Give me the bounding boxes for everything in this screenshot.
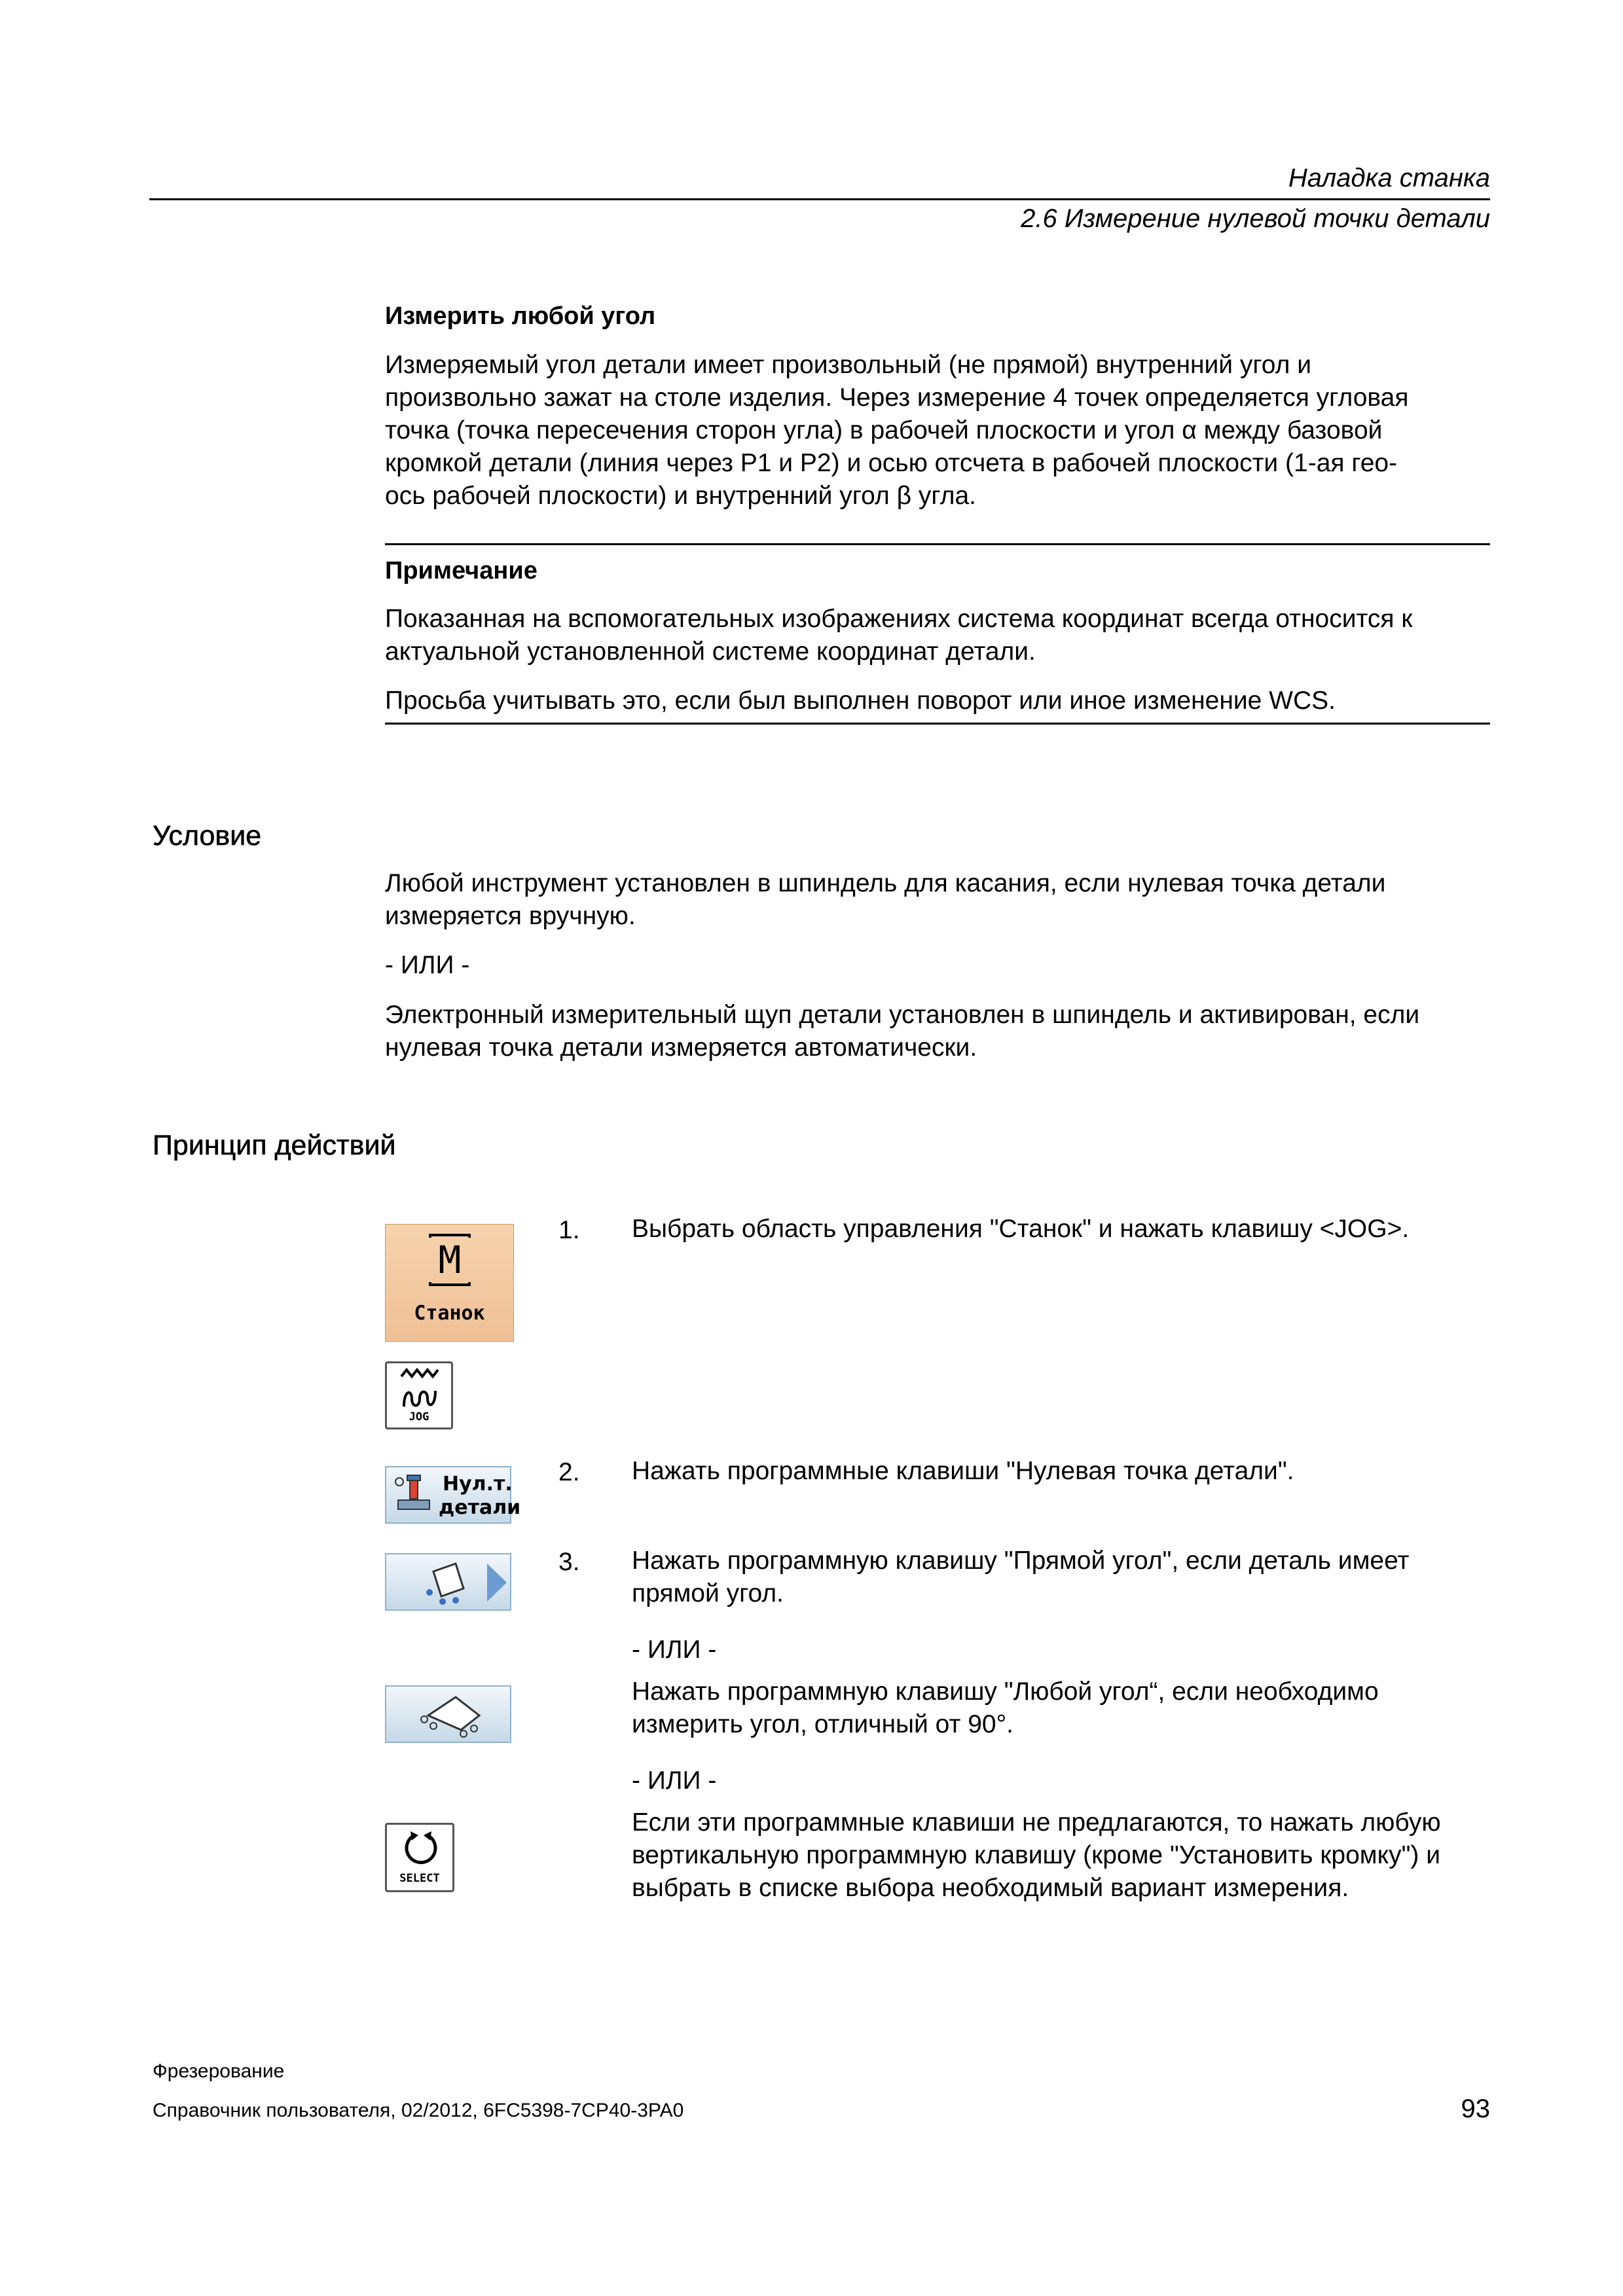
step-2-text [632, 1455, 1503, 1488]
section-title: 2.6 Измерение нулевой точки детали [1021, 204, 1490, 233]
step-3-text [632, 1545, 1503, 1610]
text-line: кромкой детали (линия через P1 и P2) и осью отсчета в рабочей плоскости (1-ая гео- [385, 449, 1398, 477]
page-number: 93 [1461, 2094, 1490, 2123]
text-line: Если эти программные клавиши не предлагаются, то нажать любую [632, 1808, 1441, 1837]
note-text-2: Просьба учитывать это, если был выполнен поворот или иное изменение WCS. [385, 687, 1336, 715]
machine-area-key[interactable] [385, 1224, 514, 1342]
step-1-text [632, 1213, 1503, 1246]
note-bottom-rule [385, 723, 1490, 725]
text-line: Нажать программную клавишу "Прямой угол", если деталь имеет [632, 1547, 1410, 1575]
step-2-number: 2. [558, 1458, 580, 1486]
text-line: точка (точка пересечения сторон угла) в рабочей плоскости и угол α между базовой [385, 416, 1383, 444]
step-3-or-2: - ИЛИ - [632, 1767, 717, 1795]
step-1-number: 1. [558, 1216, 580, 1244]
text-line: Нажать программную клавишу "Любой угол“, если необходимо [632, 1677, 1379, 1706]
condition-or: - ИЛИ - [385, 951, 470, 979]
header-rule [149, 198, 1490, 200]
text-line: Любой инструмент установлен в шпиндель для касания, если нулевая точка детали [385, 869, 1386, 897]
condition-text-2 [385, 999, 1419, 1064]
text-line: вертикальную программную клавишу (кроме "Установить кромку") и [632, 1841, 1441, 1869]
text-line: нулевая точка детали измеряется автоматически. [385, 1033, 977, 1062]
text-line: Нажать программные клавиши "Нулевая точка детали". [632, 1457, 1294, 1485]
note-heading: Примечание [385, 557, 538, 584]
select-cycle-icon [403, 1830, 439, 1867]
machine-key-label: Станок [414, 1302, 485, 1325]
arrow-right-icon [483, 1561, 509, 1604]
measure-any-angle-text [385, 349, 1409, 512]
any-angle-softkey[interactable] [385, 1685, 511, 1743]
workpiece-zero-softkey[interactable] [385, 1466, 521, 1524]
condition-text-1 [385, 867, 1385, 933]
text-line: Показанная на вспомогательных изображениях система координат всегда относится к [385, 605, 1413, 633]
footer-document-info: Справочник пользователя, 02/2012, 6FC5398-7CP40-3PA0 [153, 2100, 684, 2121]
select-key[interactable] [385, 1823, 454, 1892]
step-3-number: 3. [558, 1548, 580, 1576]
right-angle-icon [424, 1560, 477, 1607]
right-angle-softkey[interactable] [385, 1553, 511, 1611]
text-line: произвольно зажат на столе изделия. Через измерение 4 точек определяется угловая [385, 384, 1409, 412]
workpiece-zero-label-1: Нул.т. [443, 1473, 513, 1496]
text-line: выбрать в списке выбора необходимый вариант измерения. [632, 1874, 1349, 1902]
chapter-title: Наладка станка [1288, 164, 1490, 192]
text-line: прямой угол. [632, 1579, 784, 1607]
any-angle-text [632, 1676, 1503, 1741]
text-line: Измеряемый угол детали имеет произвольный (не прямой) внутренний угол и [385, 351, 1312, 379]
jog-wave-icon [399, 1367, 441, 1409]
measure-any-angle-heading: Измерить любой угол [385, 302, 656, 330]
machine-letter: M [438, 1238, 462, 1282]
condition-heading: Условие [153, 820, 262, 852]
note-top-rule [385, 543, 1490, 545]
text-line: Электронный измерительный щуп детали установлен в шпиндель и активирован, если [385, 1001, 1420, 1029]
select-alternative-text [632, 1806, 1503, 1905]
any-angle-icon [419, 1693, 484, 1738]
select-key-label: SELECT [399, 1872, 440, 1885]
text-line: актуальной установленной системе координат детали. [385, 637, 1036, 666]
jog-key[interactable] [385, 1361, 453, 1429]
workpiece-zero-label-2: детали [439, 1496, 521, 1519]
text-line: ось рабочей плоскости) и внутренний угол β угла. [385, 482, 976, 510]
machine-m-icon [426, 1234, 473, 1286]
step-3-or-1: - ИЛИ - [632, 1636, 717, 1664]
note-text [385, 603, 1412, 668]
text-line: измеряется вручную. [385, 902, 636, 930]
text-line: Выбрать область управления "Станок" и нажать клавишу <JOG>. [632, 1215, 1410, 1243]
principle-heading: Принцип действий [153, 1130, 396, 1161]
text-line: измерить угол, отличный от 90°. [632, 1710, 1014, 1738]
jog-key-label: JOG [409, 1410, 429, 1424]
footer-product: Фрезерование [153, 2060, 285, 2082]
workpiece-zero-icon [393, 1473, 437, 1517]
